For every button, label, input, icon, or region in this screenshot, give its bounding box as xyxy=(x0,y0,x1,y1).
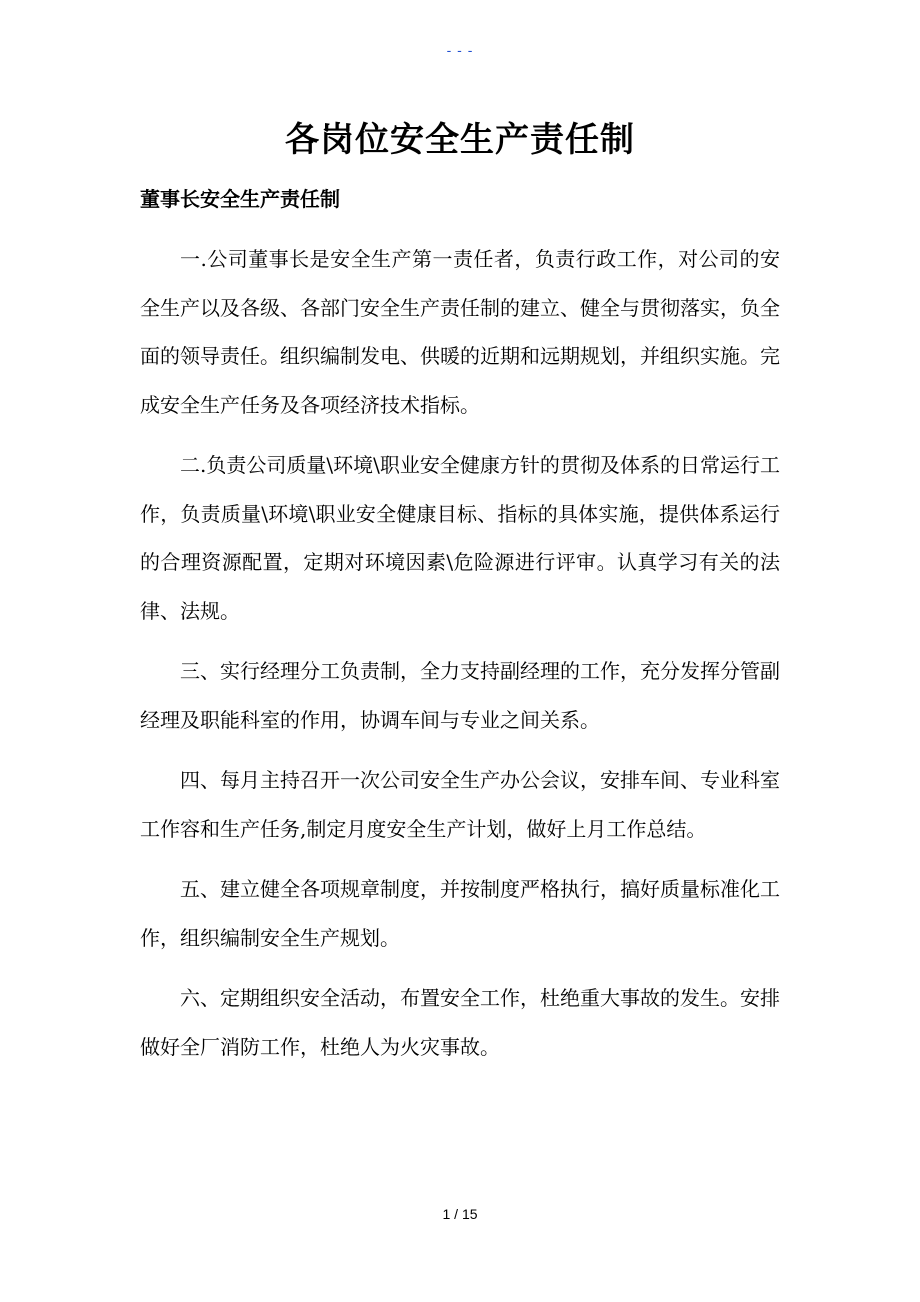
paragraph-5: 五、建立健全各项规章制度，并按制度严格执行，搞好质量标准化工作，组织编制安全生产规划。 xyxy=(140,877,780,950)
paragraph-2: 二.负责公司质量\环境\职业安全健康方针的贯彻及体系的日常运行工作，负责质量\环境\职业安全健康目标、指标的具体实施，提供体系运行的合理资源配置，定期对环境因素\危险源进行评审。认真学习有关的法律、法规。 xyxy=(140,453,780,623)
paragraph-6: 六、定期组织安全活动，布置安全工作，杜绝重大事故的发生。安排做好全厂消防工作，杜绝人为火灾事故。 xyxy=(140,986,780,1059)
section-heading: 董事长安全生产责任制 xyxy=(140,187,340,211)
paragraph-3: 三、实行经理分工负责制，全力支持副经理的工作，充分发挥分管副经理及职能科室的作用，协调车间与专业之间关系。 xyxy=(140,659,780,732)
document-title: 各岗位安全生产责任制 xyxy=(285,120,635,160)
paragraph-4: 四、每月主持召开一次公司安全生产办公会议，安排车间、专业科室工作容和生产任务,制定月度安全生产计划，做好上月工作总结。 xyxy=(140,768,780,841)
paragraph-1: 一.公司董事长是安全生产第一责任者，负责行政工作，对公司的安全生产以及各级、各部门安全生产责任制的建立、健全与贯彻落实，负全面的领导责任。组织编制发电、供暖的近期和远期规划，并组织实施。完成安全生产任务及各项经济技术指标。 xyxy=(140,247,780,417)
page-indicator: 1 / 15 xyxy=(442,1206,478,1222)
document-body xyxy=(140,235,780,1083)
header-mark: - - - xyxy=(446,42,474,58)
